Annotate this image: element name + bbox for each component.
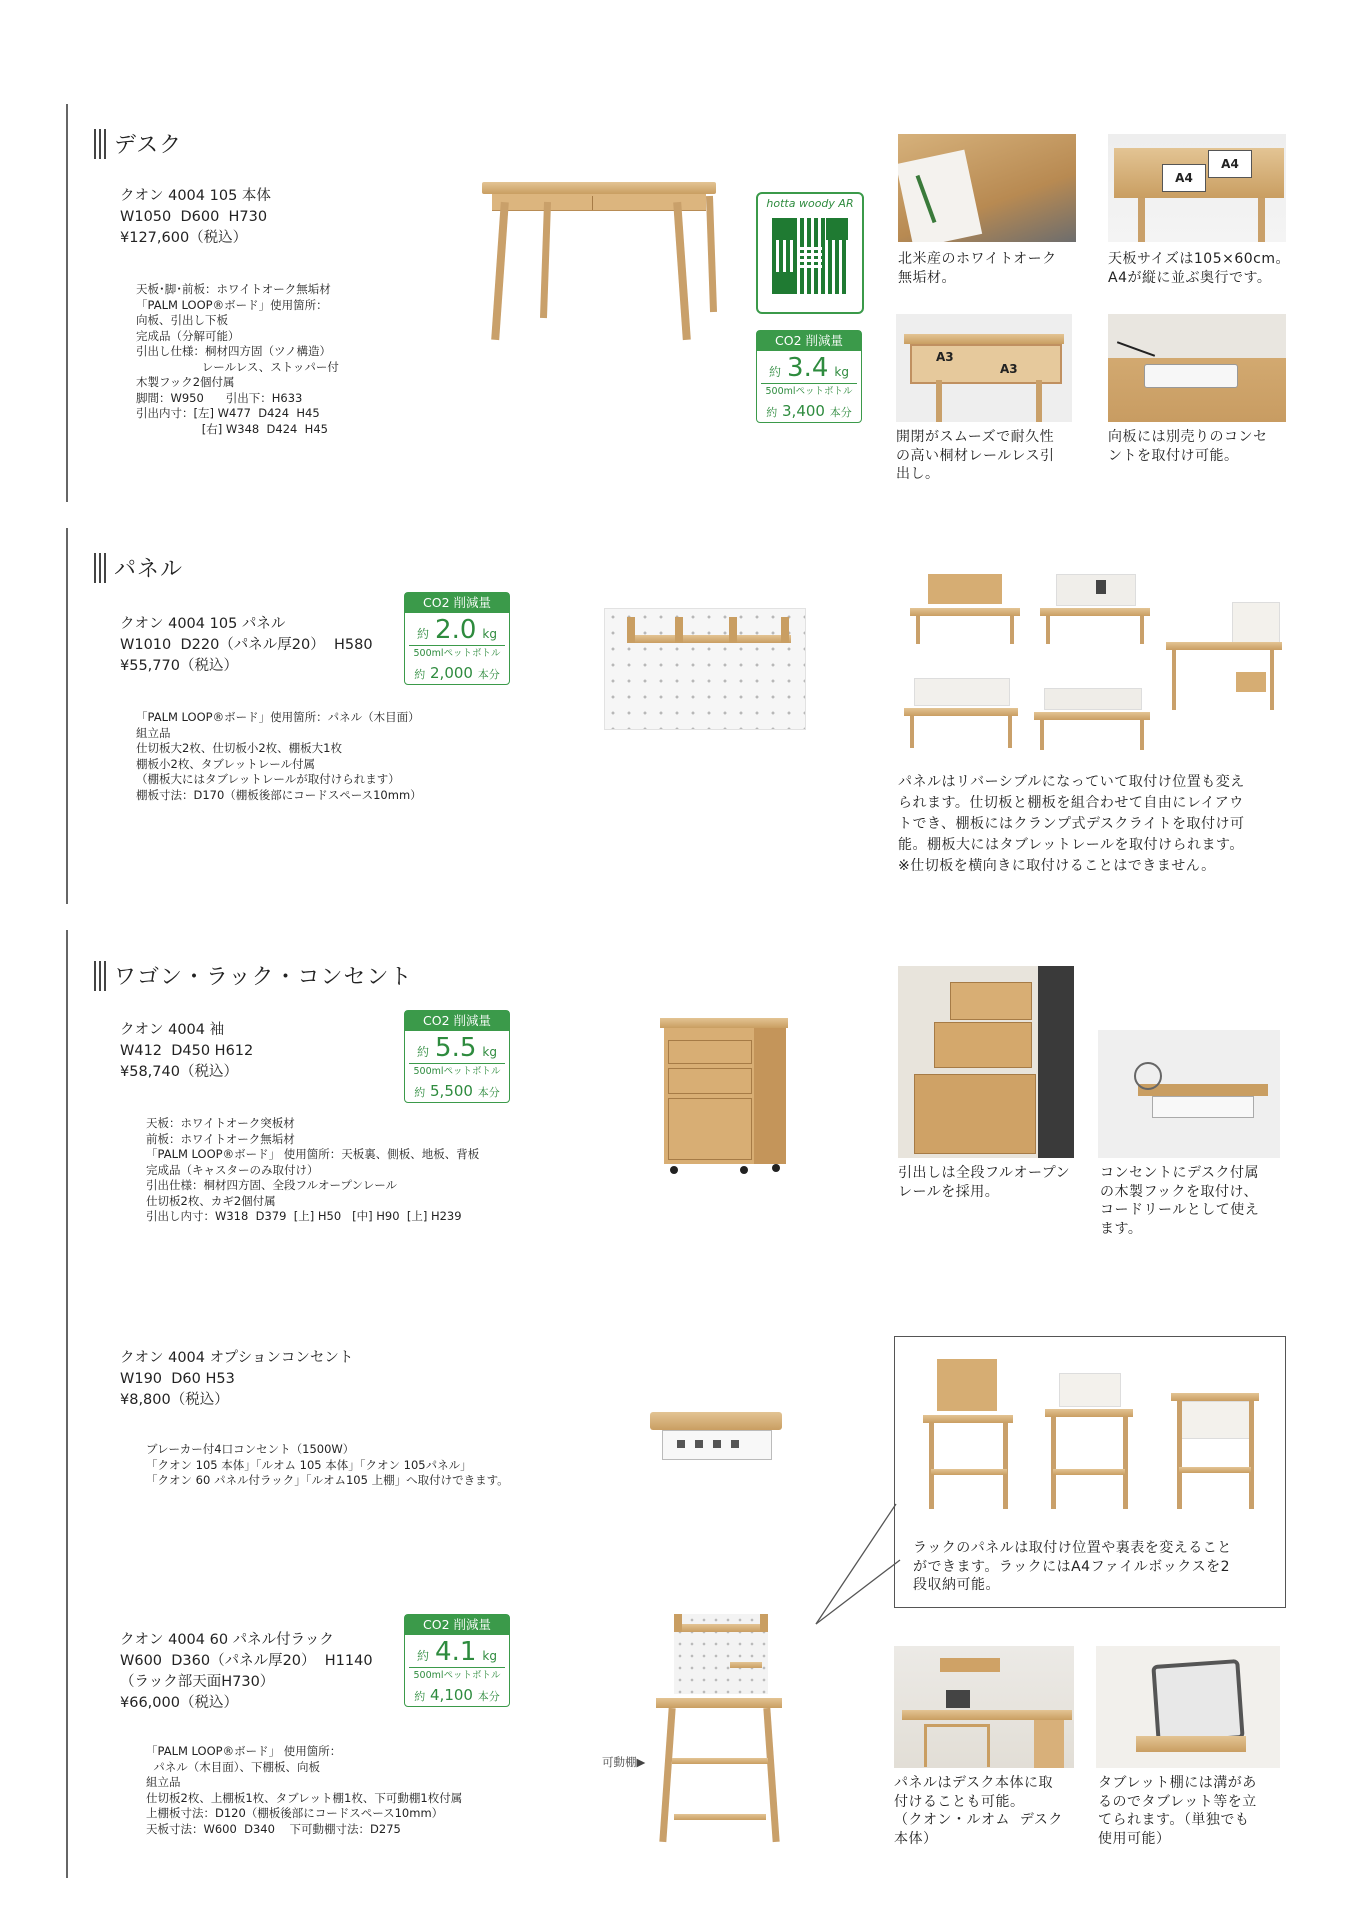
co2-bottle-label: 500mlペットボトル [413,648,501,659]
ar-qr-badge[interactable] [756,192,864,314]
photo-tabletop-a4 [1108,134,1286,242]
desk-product-image [482,182,732,362]
co2-value: 4.1 [435,1637,477,1667]
spec-outlet: ブレーカー付4口コンセント（1500W） 「クオン 105 本体」「ルオム 105 本体」「クオン 105パネル」 「クオン 60 パネル付ラック」「ルオム105 上棚」へ取付けできます。 [146,1442,509,1487]
title-bars-icon [94,961,106,991]
section-title-text: パネル [114,557,184,582]
co2-prefix: 約 [417,1649,430,1663]
co2-count: 3,400 [782,402,825,420]
photo-white-oak-grain [898,134,1076,242]
co2-badge-rack [404,1614,510,1707]
co2-prefix: 約 [417,627,430,641]
spec-desk: 天板･脚･前板：ホワイトオーク無垢材 「PALM LOOP®ボード」使用箇所： 向板、引出し下板 完成品（分解可能） 引出し仕様：桐材四方固（ツノ構造） レールレス、ストッパー付 木製フック2個付属 脚間：W950 引出下：H633 引出内寸：[左] W477 D424 H45 [右] W348 D424 H45 [136,282,339,436]
rack-callout-box [894,1336,1286,1608]
outlet-product-image [650,1412,782,1462]
section-divider [66,528,68,904]
caption-white-oak: 北米産のホワイトオーク 無垢材。 [898,251,1057,286]
panel-layout-variations-image [904,572,1284,752]
co2-header: CO2 削減量 [405,1011,509,1031]
co2-header: CO2 削減量 [405,1615,509,1635]
section-title-desk [94,128,182,159]
photo-tablet-shelf [1096,1646,1280,1768]
photo-wagon-drawers [898,966,1074,1158]
label-a3-left: A3 [936,350,954,364]
co2-count-prefix: 約 [414,668,426,681]
co2-count-unit: 本分 [829,406,852,419]
co2-unit: kg [482,627,497,641]
wagon-product-image [660,1018,790,1178]
co2-prefix: 約 [769,365,782,379]
caption-tabletop-size: 天板サイズは105×60cm。 A4が縦に並ぶ奥行です。 [1108,251,1290,286]
product-info-rack: クオン 4004 60 パネル付ラック W600 D360（パネル厚20） H1140 （ラック部天面H730） ¥66,000（税込） [120,1632,373,1711]
co2-header: CO2 削減量 [405,593,509,613]
co2-badge-desk [756,330,862,423]
co2-header: CO2 削減量 [757,331,861,351]
ar-label: hotta woody AR [766,197,854,210]
label-a3-right: A3 [1000,362,1018,376]
co2-count-unit: 本分 [477,668,500,681]
section-title-text: デスク [114,133,183,158]
co2-count-prefix: 約 [414,1086,426,1099]
caption-tablet-shelf: タブレット棚には溝があ るのでタブレット等を立 てられます。（単独でも 使用可能） [1098,1775,1257,1847]
product-info-desk: クオン 4004 105 本体 W1050 D600 H730 ¥127,600（税込） [120,188,271,246]
co2-value: 2.0 [435,615,477,645]
spec-panel: 「PALM LOOP®ボード」使用箇所：パネル（木目面） 組立品 仕切板大2枚、仕切板小2枚、棚板大1枚 棚板小2枚、タブレットレール付属 （棚板大にはタブレットレールが取付けられます） 棚板寸法：D170（棚板後部にコードスペース10mm） [136,710,422,802]
photo-drawer-a3 [896,314,1072,422]
label-a4-right: A4 [1208,150,1252,178]
caption-panel-on-desk: パネルはデスク本体に取 付けることも可能。 （クオン・ルオム デスク 本体） [894,1775,1063,1847]
co2-count-prefix: 約 [414,1690,426,1703]
section-title-panel [94,552,183,583]
spec-wagon: 天板：ホワイトオーク突板材 前板：ホワイトオーク無垢材 「PALM LOOP®ボード」 使用箇所：天板裏、側板、地板、背板 完成品（キャスターのみ取付け） 引出仕様：桐材四方固、全段フルオープンレール 仕切板2枚、カギ2個付属 引出し内寸：W318 D379 [上] H50 [中] H90 [上] H239 [146,1116,480,1223]
co2-bottle-label: 500mlペットボトル [413,1670,501,1681]
photo-panel-outlet [1108,314,1286,422]
co2-count-unit: 本分 [477,1086,500,1099]
co2-unit: kg [482,1045,497,1059]
caption-drawer: 開閉がスムーズで耐久性 の高い桐材レールレス引 出し。 [896,429,1055,482]
co2-value: 5.5 [435,1033,477,1063]
co2-value: 3.4 [787,353,829,383]
caption-outlet-hook: コンセントにデスク付属 の木製フックを取付け、 コードリールとして使え ます。 [1100,1165,1260,1237]
rack-variations-image [923,1359,1263,1509]
co2-bottle-label: 500mlペットボトル [413,1066,501,1077]
co2-prefix: 約 [417,1045,430,1059]
section-divider [66,104,68,502]
title-bars-icon [94,129,106,159]
section-title-wagon [94,960,413,991]
section-title-text: ワゴン・ラック・コンセント [114,965,413,990]
section-divider [66,930,68,1878]
caption-rack-callout: ラックのパネルは取付け位置や裏表を変えること ができます。ラックにはA4ファイルボックスを2 段収納可能。 [913,1540,1232,1593]
co2-count: 4,100 [430,1686,473,1704]
spec-rack: 「PALM LOOP®ボード」 使用箇所： パネル（木目面）、下棚板、向板 組立品 仕切板2枚、上棚板1枚、タブレット棚1枚、下可動棚1枚付属 上棚板寸法：D120（棚板後部にコードスペース10mm） 天板寸法：W600 D340 下可動棚寸法：D275 [146,1744,463,1836]
rack-product-image [656,1614,782,1844]
label-a4-left: A4 [1162,164,1206,192]
photo-panel-on-desk [894,1646,1074,1768]
photo-outlet-hook [1098,1030,1280,1158]
co2-count-prefix: 約 [766,406,778,419]
caption-outlet-panel: 向板には別売りのコンセ ントを取付け可能。 [1108,429,1268,464]
co2-bottle-label: 500mlペットボトル [765,386,853,397]
co2-badge-wagon [404,1010,510,1103]
caption-panel: パネルはリバーシブルになっていて取付け位置も変え られます。仕切板と棚板を組合わせて自由にレイアウ トでき、棚板にはクランプ式デスクライトを取付け可 能。棚板大にはタブレットレールを取付けられます。 ※仕切板を横向きに取付けることはできません。 [898,774,1245,874]
co2-unit: kg [482,1649,497,1663]
co2-count-unit: 本分 [477,1690,500,1703]
product-info-outlet: クオン 4004 オプションコンセント W190 D60 H53 ¥8,800（税込） [120,1350,354,1408]
co2-count: 5,500 [430,1082,473,1100]
product-info-wagon: クオン 4004 袖 W412 D450 H612 ¥58,740（税込） [120,1022,254,1080]
qr-code-icon [772,218,848,294]
title-bars-icon [94,553,106,583]
co2-unit: kg [834,365,849,379]
product-info-panel: クオン 4004 105 パネル W1010 D220（パネル厚20） H580 ¥55,770（税込） [120,616,373,674]
movable-shelf-label: 可動棚▶ [602,1755,646,1769]
co2-count: 2,000 [430,664,473,682]
callout-pointer [812,1500,902,1630]
caption-wagon-drawer: 引出しは全段フルオープン レールを採用。 [898,1165,1071,1200]
panel-product-image [604,608,806,730]
co2-badge-panel [404,592,510,685]
